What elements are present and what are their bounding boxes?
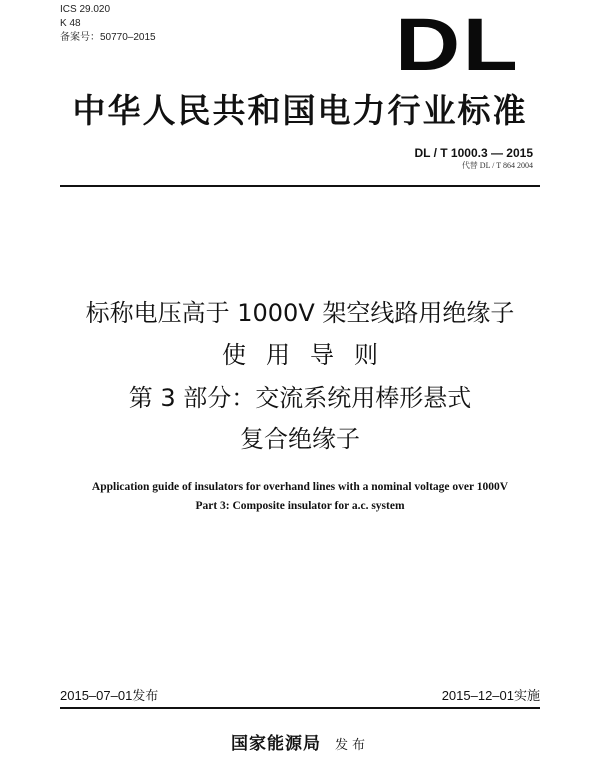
publisher-line — [0, 733, 600, 757]
publisher-org: 国家能源局 — [230, 734, 321, 754]
title-cn-line2: 使用导则 — [222, 341, 398, 369]
dl-logo: DL — [395, 3, 521, 86]
top-divider — [60, 185, 540, 187]
ics-code: ICS 29.020 — [60, 4, 111, 15]
title-cn-line3: 第 3 部分：交流系统用棒形悬式 — [128, 384, 472, 412]
standard-header-title: 中华人民共和国电力行业标准 — [72, 91, 528, 130]
issue-date: 2015–07–01发布 — [60, 688, 159, 703]
standard-number-text: DL / T 1000.3 — 2015 — [414, 146, 533, 160]
classification-codes — [60, 3, 156, 45]
replaces-standard: 代替 DL / T 864 2004 — [461, 161, 533, 170]
standard-number — [414, 146, 533, 160]
bottom-divider — [60, 707, 540, 709]
record-number: 备案号：50770–2015 — [60, 32, 156, 43]
title-en-line2: Part 3: Composite insulator for a.c. system — [195, 500, 405, 512]
publisher-issue: 发布 — [334, 738, 369, 753]
effective-date: 2015–12–01实施 — [441, 688, 540, 703]
title-cn-line4: 复合绝缘子 — [240, 425, 360, 453]
title-en-line1: Application guide of insulators for overhand lines with a nominal voltage over 1000V — [91, 481, 509, 493]
title-cn-line1: 标称电压高于 1000V 架空线路用绝缘子 — [85, 299, 515, 327]
k-code: K 48 — [60, 18, 81, 29]
